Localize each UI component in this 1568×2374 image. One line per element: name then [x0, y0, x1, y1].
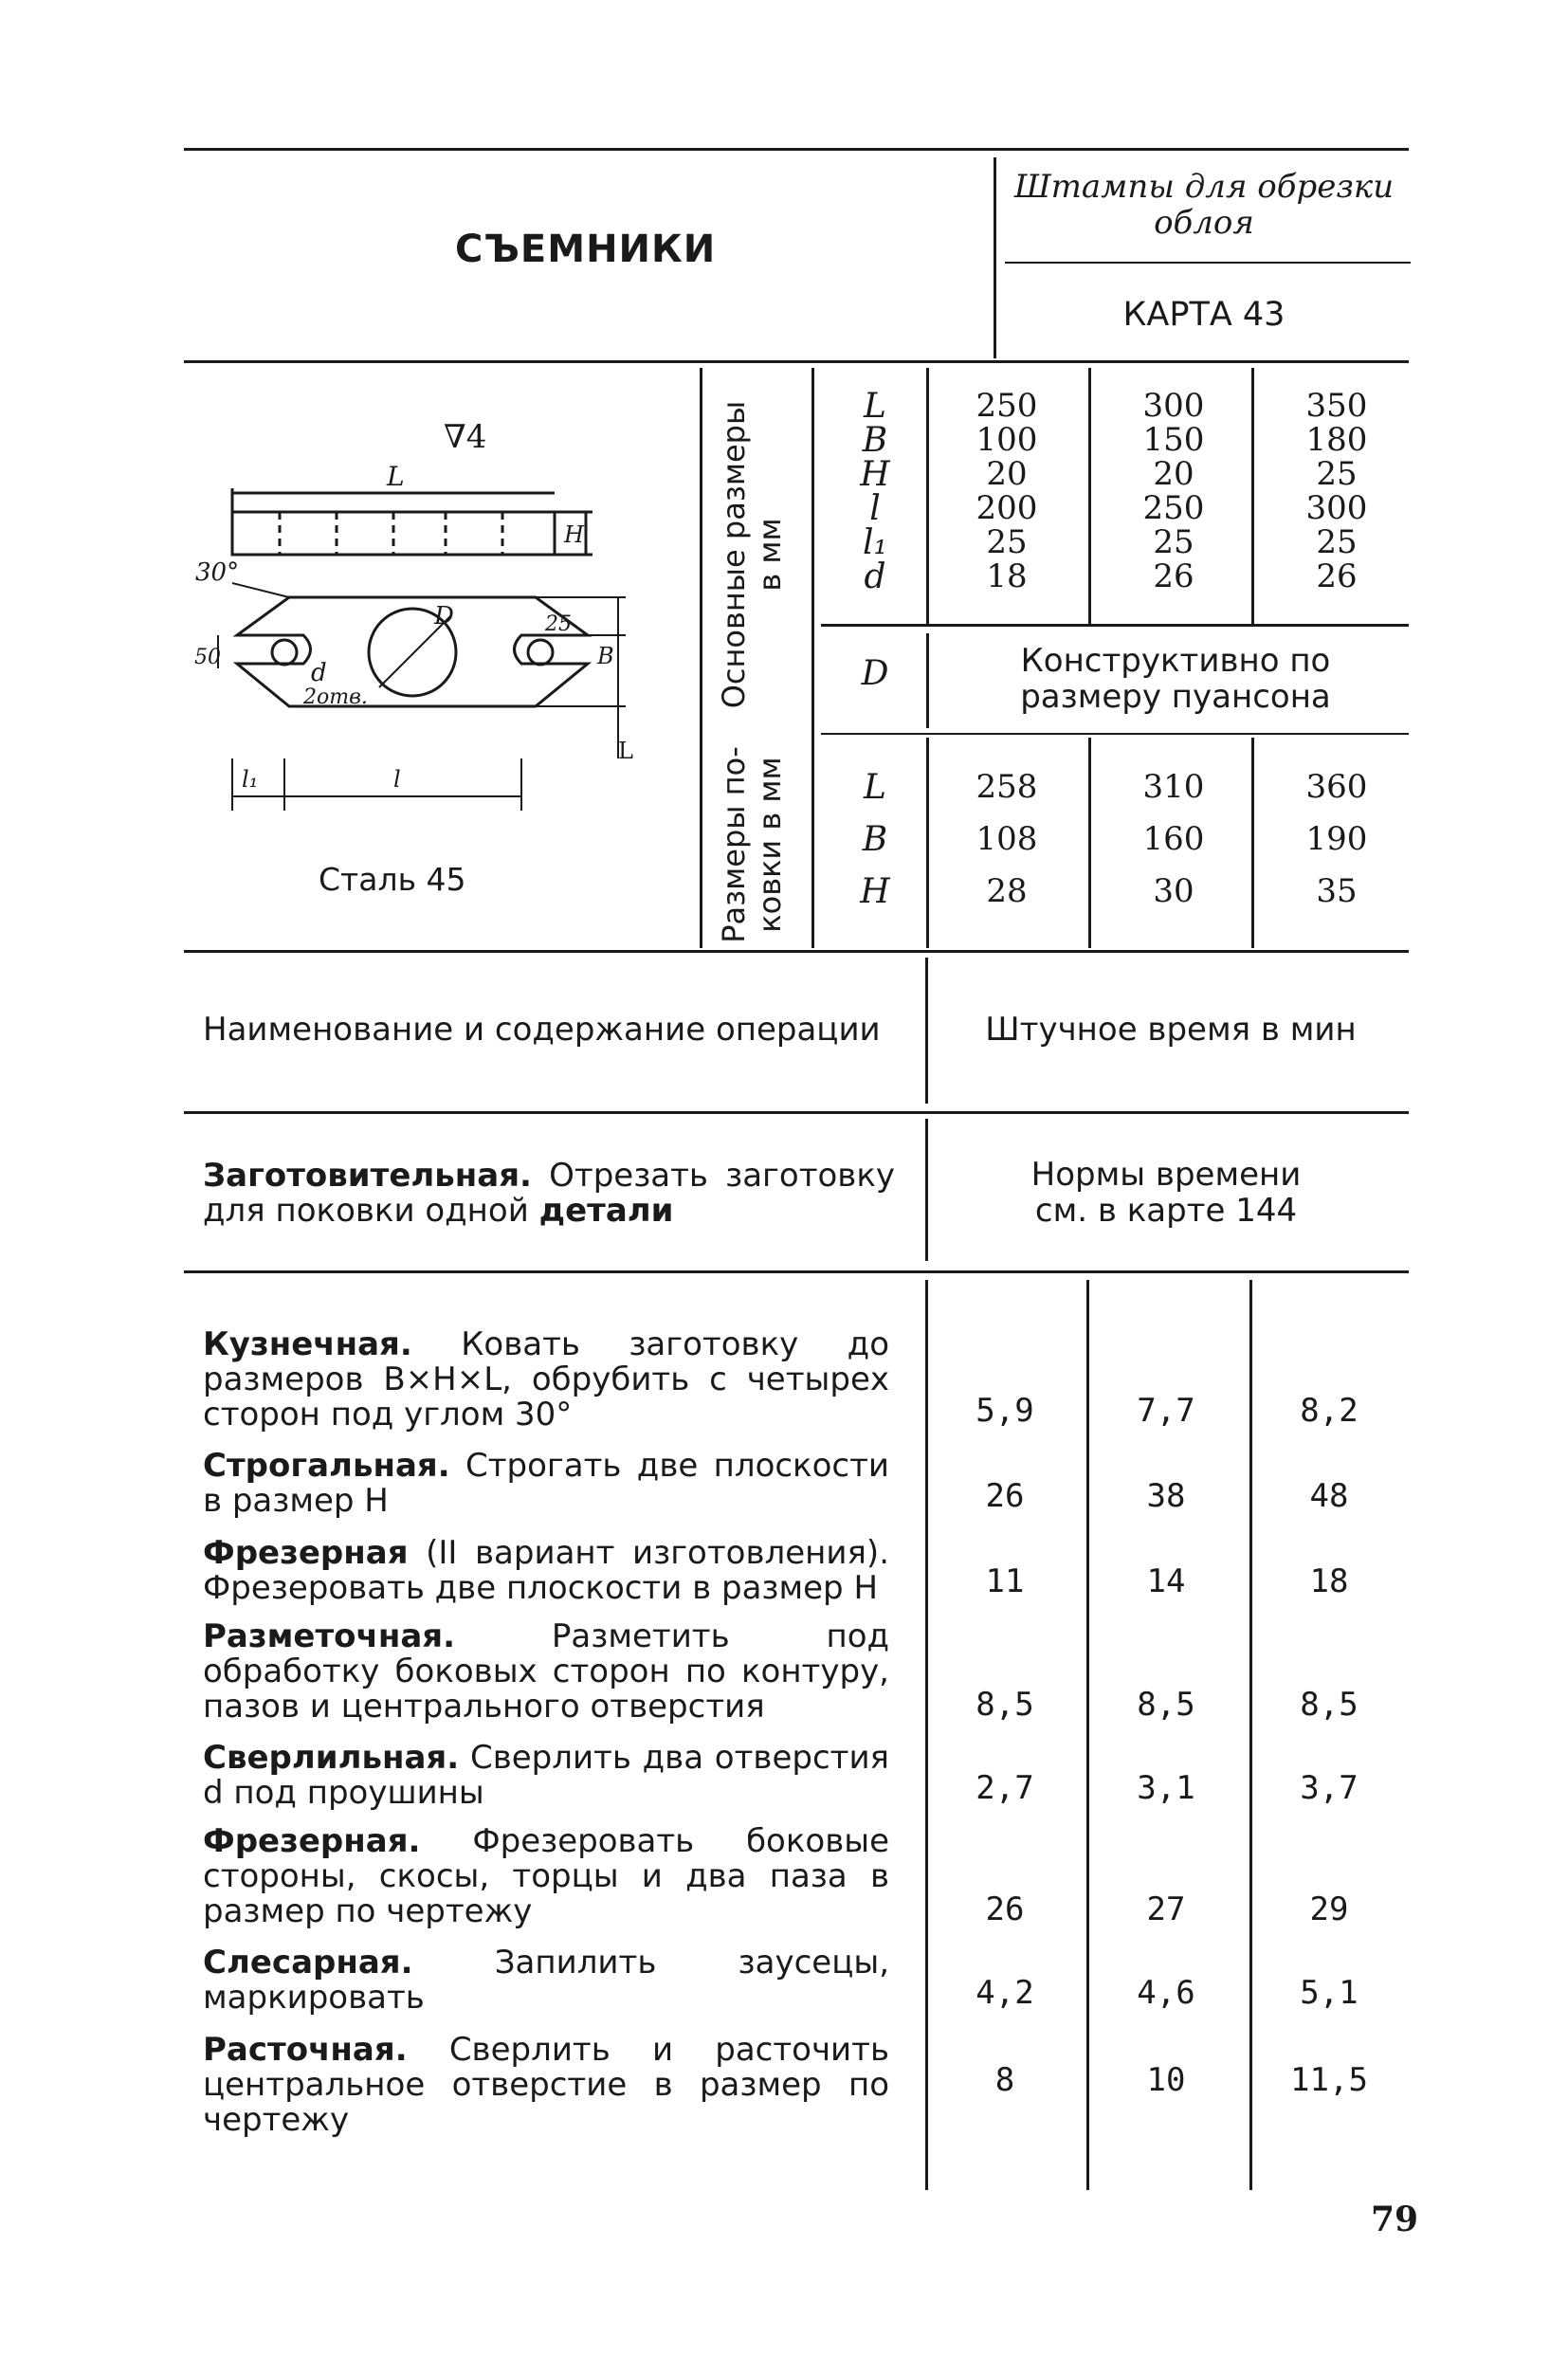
- operation-text: [203, 1824, 889, 1929]
- forge-symbol: L: [864, 768, 886, 807]
- dim-value: 25: [1316, 455, 1358, 493]
- operation-text: [203, 1945, 889, 2016]
- forge-value: 310: [1142, 768, 1205, 806]
- operation-time: 8: [994, 2061, 1015, 2099]
- operation-time: 8,5: [1300, 1686, 1358, 1724]
- dim-symbol: d: [864, 557, 886, 596]
- operation-time: 5,1: [1300, 1974, 1358, 2012]
- ops-divider-2: [1086, 1280, 1089, 2190]
- card-rule: [1005, 262, 1411, 264]
- ops-header-name: Наименование и содержание операции: [203, 1011, 881, 1049]
- dim-value: 150: [1142, 421, 1205, 459]
- dim-value: 350: [1305, 387, 1368, 425]
- operation-name: Кузнечная.: [203, 1325, 412, 1363]
- category-label: Штампы для обрезки облоя: [1013, 168, 1395, 242]
- dims-col2-border: [1088, 368, 1091, 626]
- dim-value: 300: [1305, 489, 1368, 527]
- label-l-right: L: [618, 738, 633, 764]
- forge-col1-border: [926, 738, 929, 948]
- operation-name: Слесарная.: [203, 1944, 413, 1981]
- page-number: 79: [1371, 2200, 1419, 2239]
- prep-norm: Нормы времени см. в карте 144: [1030, 1156, 1302, 1230]
- operation-text: [203, 1536, 889, 1606]
- dim-value: 200: [975, 489, 1038, 527]
- label-l1: l₁: [242, 766, 259, 793]
- dim-value: 20: [1153, 455, 1194, 493]
- dims-left-border: [700, 368, 702, 948]
- operation-time: 7,7: [1137, 1392, 1195, 1430]
- forge-value: 108: [975, 820, 1038, 858]
- label-d-small: d: [311, 659, 327, 687]
- operation-description: Сверлить и расточить центральное отверстие в размер по чертежу: [203, 2031, 889, 2139]
- operation-time: 3,7: [1300, 1769, 1358, 1807]
- operation-time: 29: [1309, 1890, 1349, 1928]
- label-angle: 30°: [195, 558, 240, 587]
- material-label: Сталь 45: [319, 861, 466, 898]
- operation-description: Запилить заусецы, маркировать: [203, 1944, 889, 2017]
- label-25: 25: [545, 612, 572, 636]
- dims-col1-border: [926, 368, 929, 626]
- plate-top-view: [237, 597, 588, 706]
- dims-sym-border: [811, 368, 814, 948]
- label-b: B: [597, 643, 614, 669]
- dim-symbol: l₁: [863, 523, 887, 562]
- label-l: l: [393, 766, 401, 793]
- label-holes: 2отв.: [303, 685, 368, 709]
- top-rule: [184, 148, 1409, 151]
- header-bottom-rule: [184, 360, 1409, 363]
- dims-bottom-rule: [184, 950, 1409, 953]
- ops-header-rule: [184, 1111, 1409, 1114]
- operation-time: 10: [1146, 2061, 1186, 2099]
- prep-divider: [925, 1119, 928, 1261]
- operation-text: [203, 2033, 889, 2138]
- dim-symbol: B: [862, 421, 888, 460]
- operation-time: 8,5: [1137, 1686, 1195, 1724]
- operation-text: [203, 1327, 889, 1433]
- operation-time: 11,5: [1290, 2061, 1368, 2099]
- operation-name: Фрезерная.: [203, 1822, 421, 1860]
- operation-name: Фрезерная: [203, 1534, 409, 1572]
- operation-text: [203, 1449, 889, 1519]
- ops-header-time: Штучное время в мин: [985, 1011, 1357, 1049]
- operation-description: Фрезеровать боковые стороны, скосы, торцы и два паза в размер по чертежу: [203, 1822, 889, 1930]
- operation-time: 18: [1309, 1562, 1349, 1600]
- operation-time: 27: [1146, 1890, 1186, 1928]
- dim-value: 25: [1316, 523, 1358, 561]
- dims-col3-border: [1251, 368, 1254, 626]
- operation-description: Ковать заготовку до размеров B×H×L, обрубить с четырех сторон под углом 30°: [203, 1325, 889, 1434]
- operation-time: 26: [985, 1890, 1025, 1928]
- dims-D-border: [926, 633, 929, 728]
- label-50: 50: [194, 646, 221, 669]
- left-hole: [272, 640, 297, 665]
- dim-symbol: L: [864, 387, 886, 426]
- page-title: СЪЕМНИКИ: [455, 228, 717, 271]
- operation-text: [203, 1741, 889, 1811]
- card-number: КАРТА 43: [1122, 296, 1285, 334]
- operation-time: 4,6: [1137, 1974, 1195, 2012]
- dim-value: 250: [1142, 489, 1205, 527]
- operation-description: Сверлить два отверстия d под проушины: [203, 1739, 889, 1812]
- dim-value: 25: [986, 523, 1028, 561]
- forge-value: 258: [975, 768, 1038, 806]
- dim-value: 26: [1153, 557, 1194, 595]
- forge-value: 28: [986, 872, 1028, 910]
- dim-value: 26: [1316, 557, 1358, 595]
- label-d-large: D: [434, 602, 454, 630]
- operation-time: 8,2: [1300, 1392, 1358, 1430]
- operation-name: Разметочная.: [203, 1617, 456, 1655]
- dims-forge-rule: [821, 733, 1409, 735]
- header-divider: [994, 157, 996, 358]
- prep-rule: [184, 1270, 1409, 1273]
- dim-value: 180: [1305, 421, 1368, 459]
- dim-symbol: l: [869, 489, 881, 528]
- operation-description: Строгать две плоскости в размер H: [203, 1447, 889, 1520]
- label-l-top: L: [387, 461, 405, 492]
- right-hole: [528, 640, 553, 665]
- dims-D-rule: [821, 624, 1409, 627]
- operation-time: 26: [985, 1477, 1025, 1515]
- dim-value: 250: [975, 387, 1038, 425]
- ops-header-divider: [925, 958, 928, 1104]
- dim-value: 25: [1153, 523, 1194, 561]
- dims-D-text: Конструктивно по размеру пуансона: [1020, 642, 1331, 716]
- forge-value: 35: [1316, 872, 1358, 910]
- dims-D-symbol: D: [861, 654, 889, 693]
- operation-time: 48: [1309, 1477, 1349, 1515]
- forge-symbol: H: [860, 872, 890, 911]
- label-h-side: H: [564, 521, 584, 548]
- operation-name: Сверлильная.: [203, 1739, 460, 1777]
- operation-time: 2,7: [975, 1769, 1034, 1807]
- dim-value: 100: [975, 421, 1038, 459]
- operation-time: 5,9: [975, 1392, 1034, 1430]
- prep-operation: Заготовительная. Отрезать заготовку для поковки одной детали: [203, 1157, 895, 1230]
- operation-time: 14: [1146, 1562, 1186, 1600]
- dim-symbol: H: [860, 455, 890, 494]
- forge-symbol: B: [862, 820, 888, 859]
- operation-name: Расточная.: [203, 2031, 408, 2069]
- forge-col3-border: [1251, 738, 1254, 948]
- roughness-mark: ∇4: [444, 418, 487, 456]
- dim-value: 18: [986, 557, 1028, 595]
- part-drawing: [190, 379, 683, 853]
- operation-description: Разметить под обработку боковых сторон по контуру, пазов и центрального отверстия: [203, 1617, 890, 1726]
- forge-value: 360: [1305, 768, 1368, 806]
- operation-time: 8,5: [975, 1686, 1034, 1724]
- ops-divider-1: [925, 1280, 928, 2190]
- dims-group2-label: Размеры по- ковки в мм: [716, 746, 788, 943]
- operation-time: 38: [1146, 1477, 1186, 1515]
- forge-col2-border: [1088, 738, 1091, 948]
- operation-time: 11: [985, 1562, 1025, 1600]
- operation-time: 4,2: [975, 1974, 1034, 2012]
- forge-value: 30: [1153, 872, 1194, 910]
- dims-group1-label: Основные размеры в мм: [716, 400, 788, 709]
- operation-time: 3,1: [1137, 1769, 1195, 1807]
- forge-value: 190: [1305, 820, 1368, 858]
- dim-value: 300: [1142, 387, 1205, 425]
- operation-text: [203, 1619, 889, 1725]
- ops-divider-3: [1249, 1280, 1252, 2190]
- operation-name: Строгальная.: [203, 1447, 450, 1485]
- operation-description: (II вариант изготовления). Фрезеровать две плоскости в размер H: [203, 1534, 889, 1607]
- dim-value: 20: [986, 455, 1028, 493]
- forge-value: 160: [1142, 820, 1205, 858]
